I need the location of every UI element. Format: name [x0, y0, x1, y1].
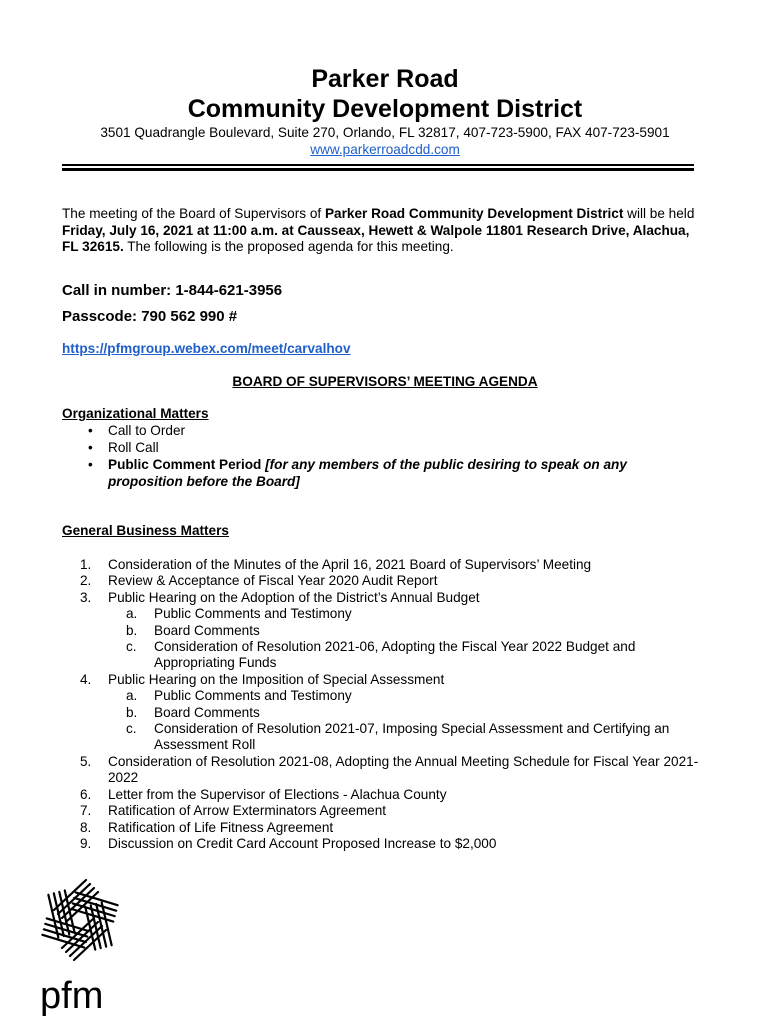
list-item	[62, 672, 702, 688]
intro-text-3: The following is the proposed agenda for this meeting.	[123, 239, 454, 254]
item-letter: a.	[126, 606, 138, 622]
item-text: Ratification of Arrow Exterminators Agreement	[108, 803, 387, 819]
website-link[interactable]: www.parkerroadcdd.com	[310, 142, 460, 157]
item-text: Consideration of Resolution 2021-07, Imposing Special Assessment and Certifying an Assessment Roll	[154, 721, 670, 753]
list-subitem	[62, 705, 702, 721]
item-text: Public Hearing on the Adoption of the District’s Annual Budget	[108, 589, 480, 605]
item-text: Public Hearing on the Imposition of Special Assessment	[108, 671, 445, 687]
intro-paragraph	[62, 206, 702, 256]
list-subitem	[62, 623, 702, 639]
item-text: Discussion on Credit Card Account Proposed Increase to $2,000	[108, 835, 497, 851]
list-item	[62, 836, 702, 852]
item-number: 9.	[80, 835, 92, 851]
bullet-icon: •	[88, 440, 93, 455]
general-heading: General Business Matters	[62, 523, 229, 538]
bullet-icon: •	[88, 423, 93, 438]
item-number: 5.	[80, 753, 92, 769]
pfm-logo	[38, 868, 122, 1018]
organizational-heading: Organizational Matters	[62, 406, 209, 421]
intro-date-location-bold: Friday, July 16, 2021 at 11:00 a.m. at Causseax, Hewett & Walpole 11801 Research Drive, Alachua, FL 32615.	[62, 222, 690, 254]
list-item	[62, 590, 702, 606]
call-in-number: Call in number: 1-844-621-3956	[62, 282, 283, 299]
district-name: Parker Road	[311, 65, 459, 93]
list-subitem	[62, 688, 702, 704]
list-item	[62, 557, 702, 573]
intro-district-bold: Parker Road Community Development District	[324, 206, 624, 221]
list-item	[62, 803, 702, 819]
item-text: Ratification of Life Fitness Agreement	[108, 819, 334, 835]
list-item	[62, 787, 702, 803]
header-rule-thin	[62, 164, 694, 166]
item-number: 7.	[80, 803, 92, 819]
address-line: 3501 Quadrangle Boulevard, Suite 270, Orlando, FL 32817, 407-723-5900, FAX 407-723-5901	[100, 125, 670, 140]
pfm-logo-icon	[38, 868, 122, 1018]
item-text: Board Comments	[154, 704, 260, 720]
item-text: Consideration of Resolution 2021-08, Adopting the Annual Meeting Schedule for Fiscal Year 2021-2022	[108, 753, 699, 786]
bullet-icon: •	[88, 457, 93, 472]
intro-text-2: will be held	[623, 206, 695, 221]
webex-link[interactable]: https://pfmgroup.webex.com/meet/carvalhov	[62, 341, 351, 356]
item-number: 8.	[80, 819, 92, 835]
logo-wordmark: pfm	[40, 975, 104, 1017]
list-subitem	[62, 606, 702, 622]
item-number: 6.	[80, 786, 92, 802]
list-item	[62, 422, 662, 439]
item-text: Roll Call	[108, 440, 159, 455]
item-text: Call to Order	[108, 423, 186, 438]
item-text: Board Comments	[154, 622, 260, 638]
list-item	[62, 573, 702, 589]
list-item	[62, 439, 662, 456]
organizational-list	[62, 422, 662, 490]
general-list	[62, 557, 702, 852]
item-number: 4.	[80, 671, 92, 687]
item-text-italic: [for any members of the public desiring to speak on any proposition before the Board]	[108, 457, 627, 489]
intro-text-1: The meeting of the Board of Supervisors of	[62, 206, 325, 221]
district-subtitle: Community Development District	[187, 95, 583, 123]
list-item	[62, 820, 702, 836]
item-letter: b.	[126, 704, 138, 720]
item-text: Public Comments and Testimony	[154, 688, 352, 704]
passcode: Passcode: 790 562 990 #	[62, 308, 238, 325]
item-text: Public Comments and Testimony	[154, 606, 352, 622]
header-rule-thick	[62, 168, 694, 171]
item-number: 1.	[80, 557, 92, 572]
agenda-heading: BOARD OF SUPERVISORS’ MEETING AGENDA	[232, 374, 538, 389]
item-letter: c.	[126, 721, 137, 737]
webex-link-line	[62, 341, 351, 356]
item-letter: b.	[126, 622, 138, 638]
item-letter: c.	[126, 639, 137, 655]
item-text: Review & Acceptance of Fiscal Year 2020 Audit Report	[108, 573, 438, 589]
list-subitem	[62, 721, 702, 754]
list-item	[62, 456, 662, 490]
item-text-bold: Public Comment Period	[108, 457, 266, 472]
list-subitem	[62, 639, 702, 672]
item-text: Consideration of Resolution 2021-06, Adopting the Fiscal Year 2022 Budget and Appropriating Funds	[154, 639, 636, 671]
list-item	[62, 754, 702, 787]
item-number: 2.	[80, 573, 92, 589]
item-letter: a.	[126, 688, 138, 704]
item-number: 3.	[80, 589, 92, 605]
item-text: Consideration of the Minutes of the April 16, 2021 Board of Supervisors’ Meeting	[108, 557, 592, 572]
item-text: Letter from the Supervisor of Elections - Alachua County	[108, 786, 447, 802]
website-line	[0, 141, 770, 158]
